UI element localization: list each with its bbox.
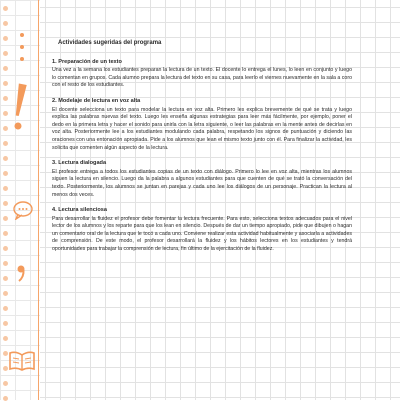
binder-hole: [3, 21, 8, 26]
section-heading: 3. Lectura dialogada: [52, 160, 107, 167]
section-preparacion: [52, 59, 352, 90]
binder-hole: [3, 336, 8, 341]
binder-hole: [3, 396, 8, 401]
section-modelaje: [52, 98, 352, 152]
exclamation-icon: [8, 82, 32, 134]
binder-hole: [3, 261, 8, 266]
section-paragraph: Una vez a la semana los estudiantes preparan la lectura de un texto. El docente lo entrega el lunes, lo leen en conjunto y luego lo comentan en grupos. Cada alumno prepara la lectura del texto en su casa, para leerlo el viernes nuevamente en la sala a coro con el resto de los estudiantes.: [52, 67, 353, 89]
section-paragraph: Para desarrollar la fluidez el profesor debe fomentar la lectura frecuente. Para esto, selecciona textos adecuados para el nivel lector de los alumnos y los reparte para que los lean en silencio. Después de dar un tiempo apropiado, pide que dibujen o hagan un comentario oral de la lectura que le tocó a cada uno. Conviene realizar esta actividad habitualmente y asociarla a actividades de comprensión. De este modo, el profesor desarrollará la fluidez y los hábitos lectores en los estudiantes y tendrá oportunidades para trabajar la comprensión de lectura, fin último de la ejercitación de la fluidez.: [52, 215, 352, 253]
binder-hole: [3, 381, 8, 386]
binder-hole: [3, 291, 8, 296]
section-heading: 1. Preparación de un texto: [52, 58, 122, 65]
binder-hole: [3, 276, 8, 281]
bullet-dots-icon: [14, 32, 30, 72]
speech-bubble-icon: [12, 200, 34, 220]
section-lectura-silenciosa: [52, 207, 352, 254]
binder-hole: [3, 216, 8, 221]
binder-hole: [3, 36, 8, 41]
binder-hole: [3, 156, 8, 161]
binder-hole: [3, 201, 8, 206]
section-heading: 2. Modelaje de lectura en voz alta: [52, 97, 141, 104]
binder-hole: [3, 246, 8, 251]
binder-hole: [3, 141, 8, 146]
binder-hole: [3, 171, 8, 176]
comma-icon: [16, 264, 26, 284]
open-book-icon: [8, 350, 36, 372]
binder-hole: [3, 321, 8, 326]
section-lectura-dialogada: [52, 160, 352, 199]
document-body: [52, 40, 352, 262]
binder-hole: [3, 231, 8, 236]
binder-hole: [3, 186, 8, 191]
section-heading: 4. Lectura silenciosa: [52, 207, 108, 214]
margin-line: [38, 0, 39, 400]
binder-hole: [3, 66, 8, 71]
binder-hole: [3, 6, 8, 11]
binder-hole: [3, 306, 8, 311]
section-paragraph: El docente selecciona un texto para modelar la lectura en voz alta. Primero les explica brevemente de qué se trata y luego explica las palabras nuevas del texto. Luego les enseña algunas estrategias para leer más fácilmente, por ejemplo, poner el dedo en la primera letra y hacer el sonido para unirla con la letra siguiente, o leer las palabras en la mente antes de decirlas en voz alta. Posteriormente lee a los estudiantes modulando cada palabra, respetando los signos de puntuación y diciendo las oraciones con una entonación apropiada. Pide a los alumnos que lean el mismo texto junto con él. Para finalizar la actividad, les solicita que comenten algún aspecto de la lectura.: [52, 106, 352, 151]
section-paragraph: El profesor entrega a todos los estudiantes copias de un texto con diálogo. Primero lo lee en voz alta, mientras los alumnos siguen la lectura en silencio. Luego da la palabra a algunos estudiantes para que cuenten de qué se trató la conversación del texto. Posteriormente, los alumnos se juntan en parejas y cada uno lee los diálogos de un personaje. Practican la lectura al menos dos veces.: [52, 168, 352, 198]
document-title: Actividades sugeridas del programa: [58, 40, 162, 46]
binder-hole: [3, 51, 8, 56]
